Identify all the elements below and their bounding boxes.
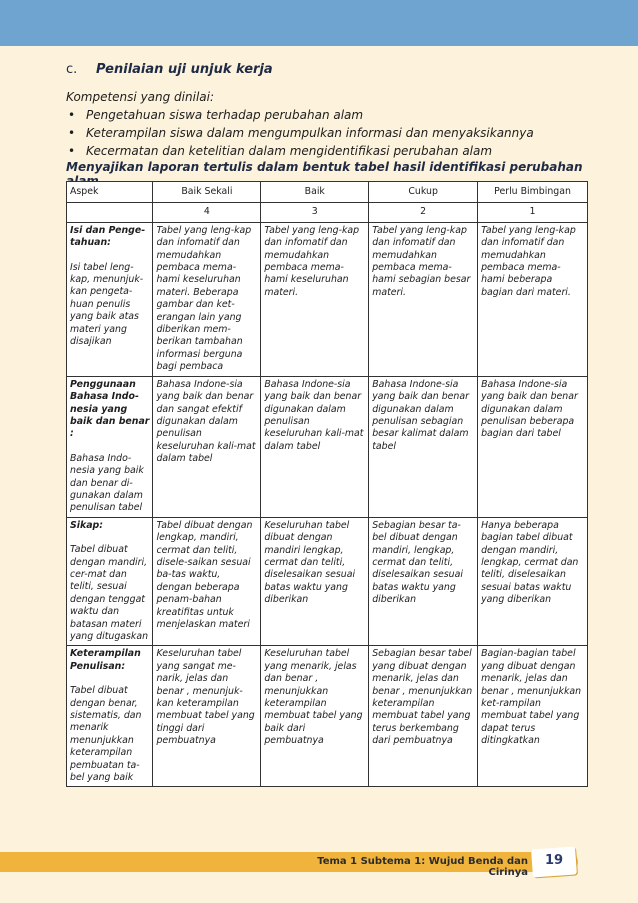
score-row [67, 203, 588, 222]
section-letter: c. [66, 62, 78, 77]
criteria-cell: Sebagian besar ta-bel dibuat dengan mandiri, lengkap, cermat dan teliti, diselesaikan sesuai batas waktu yang diberikan [369, 517, 478, 646]
table-header-row [67, 182, 588, 203]
header-aspect: Aspek [67, 182, 153, 203]
top-color-band [0, 0, 638, 46]
criteria-cell: Bahasa Indone-sia yang baik dan benar digunakan dalam penulisan keseluruhan kali-mat dalam tabel [261, 376, 369, 517]
header-perlu-bimbingan: Perlu Bimbingan [478, 182, 588, 203]
section-title: Penilaian uji unjuk kerja [96, 62, 273, 77]
score-cell: 3 [261, 203, 369, 222]
table-row [67, 222, 588, 376]
score-cell: 1 [478, 203, 588, 222]
criteria-cell: Bahasa Indone-sia yang baik dan benar dan sangat efektif digunakan dalam penulisan keseluruhan kali-mat dalam tabel [153, 376, 261, 517]
aspect-cell [67, 517, 153, 646]
table-row [67, 376, 588, 517]
page-number: 19 [544, 853, 564, 868]
aspect-title: Isi dan Penge-tahuan: [70, 224, 146, 249]
aspect-title: Penggunaan Bahasa Indo-nesia yang baik dan benar : [70, 378, 150, 440]
score-cell: 4 [153, 203, 261, 222]
section-heading [66, 62, 273, 77]
criteria-cell: Tabel yang leng-kap dan infomatif dan memudahkan pembaca mema-hami beberapa bagian dari materi. [478, 222, 588, 376]
aspect-desc: Tabel dibuat dengan mandiri, cer-mat dan teliti, sesuai dengan tenggat waktu dan batasan materi yang ditugaskan [70, 544, 149, 642]
table-row [67, 646, 588, 787]
score-cell: 2 [369, 203, 478, 222]
competency-item: • Kecermatan dan ketelitian dalam mengidentifikasi perubahan alam [66, 142, 586, 160]
aspect-title: Sikap: [70, 519, 103, 531]
report-title: Menyajikan laporan tertulis dalam bentuk tabel hasil identifikasi perubahan [66, 160, 583, 174]
criteria-cell: Bahasa Indone-sia yang baik dan benar digunakan dalam penulisan sebagian besar kalimat dalam tabel [369, 376, 478, 517]
competency-heading: Kompetensi yang dinilai: [66, 90, 215, 104]
criteria-cell: Bagian-bagian tabel yang dibuat dengan menarik, jelas dan benar , menunjukkan ket-rampilan membuat tabel yang dapat terus ditingkatkan [478, 646, 588, 787]
criteria-cell: Tabel yang leng-kap dan infomatif dan memudahkan pembaca mema-hami keseluruhan materi. [261, 222, 369, 376]
competency-list [66, 106, 586, 160]
competency-block [66, 88, 586, 160]
criteria-cell: Keseluruhan tabel yang menarik, jelas dan benar , menunjukkan keterampilan membuat tabel yang baik dari pembuatnya [261, 646, 369, 787]
competency-item: • Pengetahuan siswa terhadap perubahan alam [66, 106, 586, 124]
criteria-cell: Tabel yang leng-kap dan infomatif dan memudahkan pembaca mema-hami sebagian besar materi. [369, 222, 478, 376]
aspect-title: Keterampilan Penulisan: [70, 648, 141, 672]
footer-chapter-title: Tema 1 Subtema 1: Wujud Benda dan Cirinya [317, 856, 528, 878]
header-cukup: Cukup [369, 182, 478, 203]
criteria-cell: Keseluruhan tabel dibuat dengan mandiri lengkap, cermat dan teliti, diselesaikan sesuai batas waktu yang diberikan [261, 517, 369, 646]
header-baik: Baik [261, 182, 369, 203]
aspect-desc: Bahasa Indo-nesia yang baik dan benar di-gunakan dalam penulisan tabel [70, 452, 144, 514]
aspect-cell [67, 376, 153, 517]
aspect-cell [67, 646, 153, 787]
criteria-cell: Keseluruhan tabel yang sangat me-narik, jelas dan benar , menunjuk-kan keterampilan membuat tabel yang tinggi dari pembuatnya [153, 646, 261, 787]
rubric-table [66, 181, 588, 787]
aspect-cell [67, 222, 153, 376]
aspect-desc: Tabel dibuat dengan benar, sistematis, dan menarik menunjukkan keterampilan pembuatan ta-bel yang baik [70, 685, 142, 784]
competency-item: • Keterampilan siswa dalam mengumpulkan informasi dan menyaksikannya [66, 124, 586, 142]
criteria-cell: Bahasa Indone-sia yang baik dan benar digunakan dalam penulisan beberapa bagian dari tabel [478, 376, 588, 517]
criteria-cell: Hanya beberapa bagian tabel dibuat dengan mandiri, lengkap, cermat dan teliti, diselesaikan sesuai batas waktu yang diberikan [478, 517, 588, 646]
header-baik-sekali: Baik Sekali [153, 182, 261, 203]
aspect-desc: Isi tabel leng-kap, menunjuk-kan pengeta-huan penulis yang baik atas materi yang disajikan [70, 261, 144, 348]
criteria-cell: Sebagian besar tabel yang dibuat dengan menarik, jelas dan benar , menunjukkan keterampilan membuat tabel yang terus berkembang dari pembuatnya [369, 646, 478, 787]
table-row [67, 517, 588, 646]
criteria-cell: Tabel dibuat dengan lengkap, mandiri, cermat dan teliti, disele-saikan sesuai ba-tas waktu, dengan beberapa penam-bahan kreatifitas untuk menjelaskan materi [153, 517, 261, 646]
criteria-cell: Tabel yang leng-kap dan infomatif dan memudahkan pembaca mema-hami keseluruhan materi. Beberapa gambar dan ket-erangan lain yang diberikan mem-berikan tambahan informasi berguna bagi pembaca [153, 222, 261, 376]
score-cell-empty [67, 203, 153, 222]
